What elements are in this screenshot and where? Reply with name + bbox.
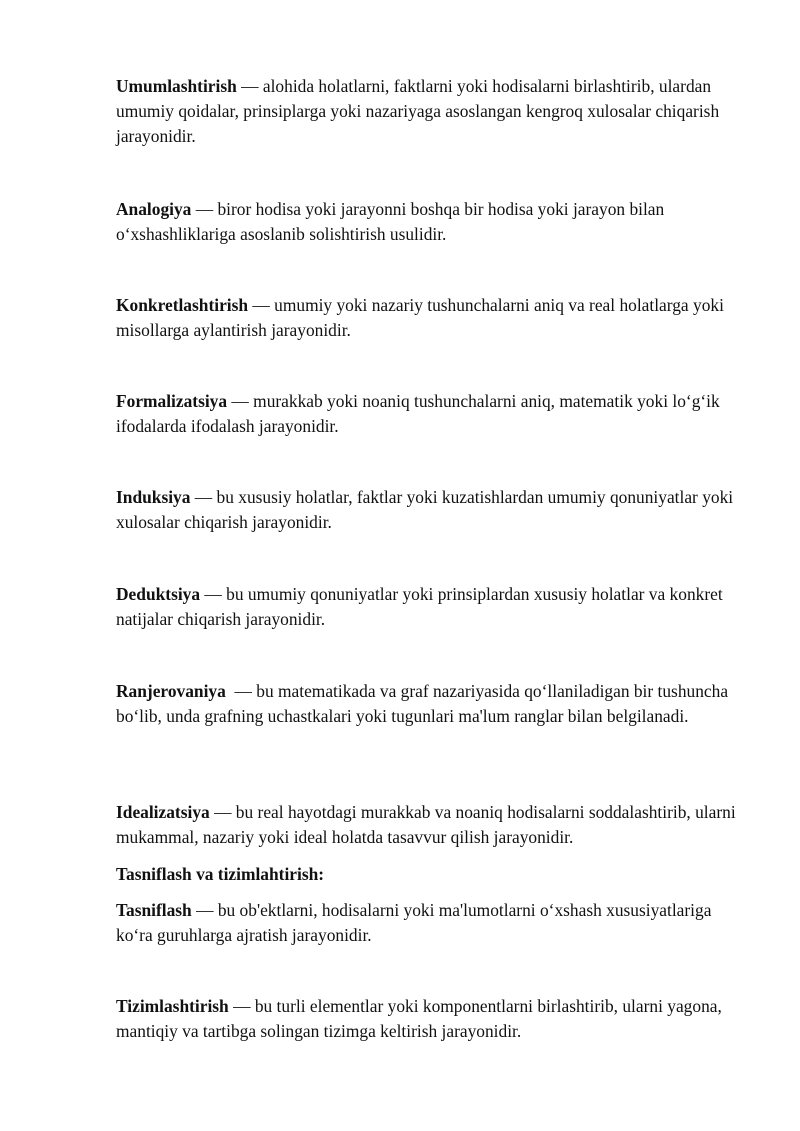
- definition-text: — bu umumiy qonuniyatlar yoki prinsiplardan xususiy holatlar va konkret natijalar chiqarish jarayonidir.: [116, 584, 723, 629]
- definition-text: — bu real hayotdagi murakkab va noaniq hodisalarni soddalashtirib, ularni mukammal, nazariy yoki ideal holatda tasavvur qilish jarayonidir.: [116, 802, 736, 847]
- definition-text: — biror hodisa yoki jarayonni boshqa bir hodisa yoki jarayon bilan o‘xshashliklariga asoslanib solishtirish usulidir.: [116, 199, 665, 244]
- definition-induksiya: [116, 485, 746, 535]
- section-heading: Tasniflash va tizimlahtirish:: [116, 864, 325, 884]
- term: Ranjerovaniya: [116, 681, 226, 701]
- definition-tasniflash: [116, 898, 746, 948]
- term: Formalizatsiya: [116, 391, 228, 411]
- definition-umumlashtirish: [116, 74, 746, 149]
- definition-text: — bu xususiy holatlar, faktlar yoki kuzatishlardan umumiy qonuniyatlar yoki xulosalar chiqarish jarayonidir.: [116, 487, 734, 532]
- definition-ranjerovaniya: [116, 679, 746, 729]
- definition-tizimlashtirish: [116, 994, 746, 1044]
- definition-deduktsiya: [116, 582, 746, 632]
- term: Tizimlashtirish: [116, 996, 229, 1016]
- definition-formalizatsiya: [116, 389, 746, 439]
- term: Konkretlashtirish: [116, 295, 249, 315]
- definition-text: — bu turli elementlar yoki komponentlarni birlashtirib, ularni yagona, mantiqiy va tartibga solingan tizimga keltirish jarayonidir.: [116, 996, 722, 1041]
- definition-analogiya: [116, 197, 746, 247]
- definition-text: — murakkab yoki noaniq tushunchalarni aniq, matematik yoki lo‘g‘ik ifodalarda ifodalash jarayonidir.: [116, 391, 720, 436]
- term: Tasniflash: [116, 900, 192, 920]
- term: Idealizatsiya: [116, 802, 210, 822]
- definition-idealizatsiya: [116, 800, 746, 850]
- definition-text: — alohida holatlarni, faktlarni yoki hodisalarni birlashtirib, ulardan umumiy qoidalar, prinsiplarga yoki nazariyaga asoslangan kengroq xulosalar chiqarish jarayonidir.: [116, 76, 720, 146]
- term: Umumlashtirish: [116, 76, 237, 96]
- term: Analogiya: [116, 199, 192, 219]
- term: Deduktsiya: [116, 584, 201, 604]
- definition-text: — bu ob'ektlarni, hodisalarni yoki ma'lumotlarni o‘xshash xususiyatlariga ko‘ra guruhlarga ajratish jarayonidir.: [116, 900, 712, 945]
- definition-text: — bu matematikada va graf nazariyasida qo‘llaniladigan bir tushuncha bo‘lib, unda grafning uchastkalari yoki tugunlari ma'lum ranglar bilan belgilanadi.: [116, 681, 733, 726]
- term: Induksiya: [116, 487, 191, 507]
- definition-text: — umumiy yoki nazariy tushunchalarni aniq va real holatlarga yoki misollarga aylantirish jarayonidir.: [116, 295, 724, 340]
- definition-konkretlashtirish: [116, 293, 746, 343]
